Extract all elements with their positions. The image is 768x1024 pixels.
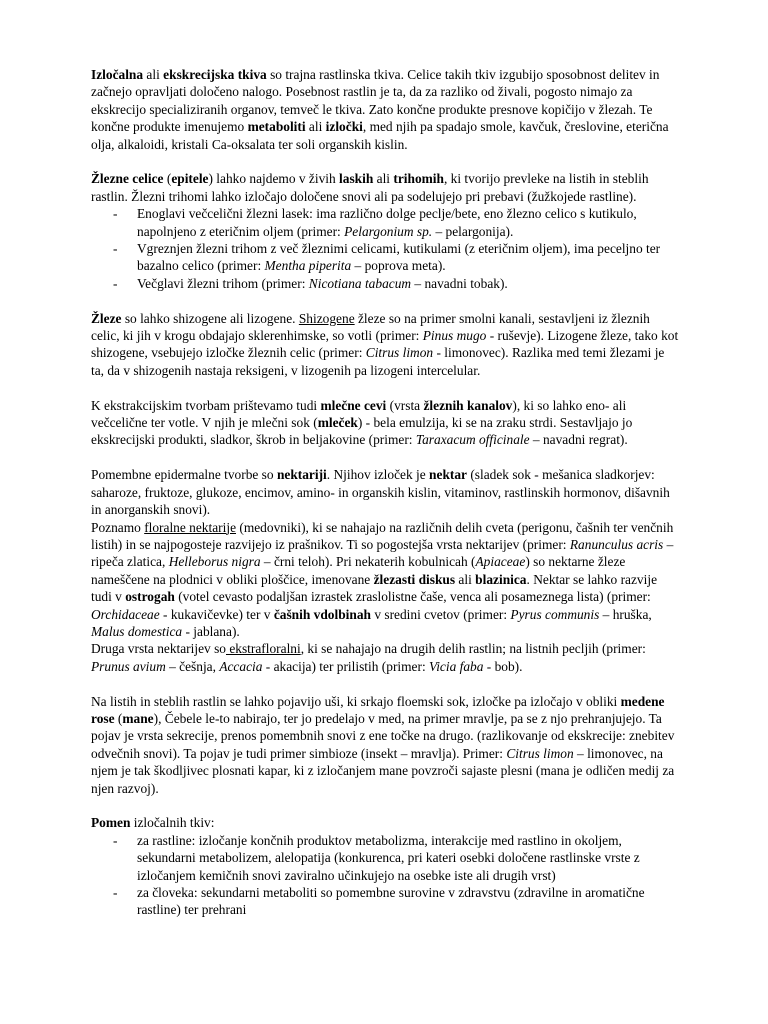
text-run: za človeka: sekundarni metaboliti so pomembne surovine v zdravstvu (zdravilne in aromatične rastline) ter prehrani bbox=[137, 885, 645, 918]
text-run: Na listih in steblih rastlin se lahko pojavijo uši, ki srkajo floemski sok, izločke pa izločajo v obliki bbox=[91, 693, 621, 709]
paragraph-floral-nectaries bbox=[91, 519, 679, 641]
document-body bbox=[91, 66, 679, 919]
species-name: Malus domestica bbox=[91, 623, 183, 639]
term-laskih: laskih bbox=[339, 171, 374, 187]
term-metaboliti: metaboliti bbox=[247, 119, 306, 135]
text-run: (sladek sok - mešanica sladkorjev: saharoze, fruktoze, glukoze, encimov, amino- in organskih kislin, vitaminov, rastlinskih hormonov, dišavnih in anorganskih snovi). bbox=[91, 467, 670, 518]
text-run: ( bbox=[163, 171, 172, 187]
list-item bbox=[91, 832, 679, 884]
species-name: Ranunculus acris bbox=[569, 536, 664, 552]
text-run: , ki se nahajajo na drugih delih rastlin; na listnih pecljih (primer: bbox=[300, 641, 646, 657]
text-run: – češnja, bbox=[165, 658, 220, 674]
species-name: Pelargonium sp. bbox=[344, 223, 433, 239]
term-mane: mane bbox=[122, 710, 154, 726]
term-zlezasti-diskus: žlezasti diskus bbox=[373, 571, 456, 587]
term-pomen: Pomen bbox=[91, 815, 131, 831]
text-run: . Njihov izloček je bbox=[326, 467, 430, 483]
paragraph-spacer bbox=[91, 675, 679, 692]
paragraph-glands bbox=[91, 310, 679, 380]
text-run: K ekstrakcijskim tvorbam prištevamo tudi bbox=[91, 397, 321, 413]
term-floralne-nektarije: floralne nektarije bbox=[144, 519, 237, 535]
species-name: Vicia faba bbox=[429, 658, 484, 674]
term-blazinica: blazinica bbox=[475, 571, 527, 587]
text-run: – pelargonija). bbox=[432, 223, 514, 239]
trichome-types-list bbox=[91, 205, 679, 292]
term-mlecek: mleček bbox=[317, 415, 358, 431]
text-run: – ripeča zlatica, bbox=[91, 536, 674, 570]
species-name: Helleborus nigra bbox=[168, 554, 261, 570]
paragraph-extrafloral-nectaries bbox=[91, 640, 679, 675]
text-run: ali bbox=[305, 119, 326, 135]
text-run: ) - bela emulzija, ki se na zraku strdi. Sestavljajo jo ekskrecijski produkti, sladkor, škrob in beljakovine (primer: bbox=[91, 415, 633, 448]
term-nektariji: nektariji bbox=[276, 467, 327, 483]
text-run: , med njih pa spadajo smole, kavčuk, čreslovine, eterična olja, alkaloidi, kristali Ca-oksalata ter soli organskih kislin. bbox=[91, 119, 669, 152]
text-run: (votel cevasto podaljšan izrastek zraslolistne čaše, venca ali posameznega lista) (primer: bbox=[174, 589, 651, 605]
text-run: – limonovec, na njem je tak škodljivec plosnati kapar, ki z izločanjem mane povzroči sajaste plesni (mana je odličen medij za njen razvoj). bbox=[91, 745, 675, 796]
text-run: ) lahko najdemo v živih bbox=[208, 171, 340, 187]
text-run: ), Čebele le-to nabirajo, ter jo predelajo v med, na primer mravlje, pa se z njo prehranjujejo. Ta pojav je vrsta sekrecije, prenos pomembnih snovi z ene točke na drugo. (razlikovanje od ekskrecije: znebitev odvečnih snovi). Ta pojav je tudi primer simbioze (insekt – mravlja). Primer: bbox=[91, 710, 675, 761]
term-zleze: Žleze bbox=[91, 310, 122, 326]
text-run: ( bbox=[114, 710, 123, 726]
text-run: – hruška, bbox=[599, 606, 652, 622]
text-run: žleze so na primer smolni kanali, sestavljeni iz žleznih celic, ki jih v krogu obdajajo sklerenhimske, so votli (primer: bbox=[91, 310, 650, 344]
term-medene-rose: medene rose bbox=[91, 693, 665, 726]
species-name: Mentha piperita bbox=[264, 258, 352, 274]
list-item bbox=[91, 275, 679, 292]
term-epitele: epitele bbox=[171, 171, 209, 187]
species-name: Pyrus communis bbox=[510, 606, 600, 622]
text-run: ali bbox=[455, 571, 476, 587]
term-ostrogah: ostrogah bbox=[125, 589, 175, 605]
paragraph-excretory-tissues bbox=[91, 66, 679, 153]
text-run: – navadni regrat). bbox=[529, 432, 628, 448]
text-run: so trajna rastlinska tkiva. Celice takih tkiv izgubijo sposobnost delitev in začnejo opravljati določeno nalogo. Posebnost rastlin je ta, da za razliko od živali, pogosto nimajo za ekskrecijo specializiranih organov, temveč le tkiva. Zato končne produkte presnove kopičijo v žlezah. Te končne produkte imenujemo bbox=[91, 67, 660, 135]
text-run: - kukavičevke) ter v bbox=[159, 606, 274, 622]
species-name: Pinus mugo bbox=[422, 328, 487, 344]
term-mlecne-cevi: mlečne cevi bbox=[320, 397, 387, 413]
text-run: - limonovec). Razlika med temi žlezami je ta, da v shizogenih nastaja reksigeni, v lizogenih pa lizogeni intercelular. bbox=[91, 345, 665, 378]
term-ekstrafloralni: ekstrafloralni bbox=[225, 641, 301, 657]
list-item bbox=[91, 884, 679, 919]
text-run: (medovniki), ki se nahajajo na različnih delih cveta (perigonu, čašnih ter venčnih listih) in se najpogosteje razvijejo iz prašnikov. Ti so pogostejša vrsta nektarijev (primer: bbox=[91, 519, 674, 552]
term-zleznih-kanalov: žleznih kanalov bbox=[423, 397, 513, 413]
species-name: Citrus limon bbox=[506, 745, 574, 761]
paragraph-spacer bbox=[91, 797, 679, 814]
list-item bbox=[91, 205, 679, 240]
paragraph-nectaries bbox=[91, 466, 679, 518]
list-dash: - bbox=[113, 241, 118, 257]
text-run: Vgreznjen žlezni trihom z več žleznimi celicami, kutikulami (z eteričnim oljem), ima peceljno ter bazalno celico (primer: bbox=[137, 241, 661, 274]
list-item bbox=[91, 240, 679, 275]
text-run: Pomembne epidermalne tvorbe so bbox=[91, 467, 277, 483]
species-name: Nicotiana tabacum bbox=[308, 275, 412, 291]
paragraph-gland-cells bbox=[91, 170, 679, 205]
text-run: , ki tvorijo prevleke na listih in steblih rastlin. Žlezni trihomi lahko izločajo določene snovi ali pa sodelujejo pri prebavi (žužkojede rastline). bbox=[91, 171, 649, 204]
text-run: - jablana). bbox=[182, 623, 240, 639]
text-run: – poprova meta). bbox=[351, 258, 446, 274]
text-run: ) so nektarne žleze nameščene na plodnici v obliki ploščice, imenovane bbox=[91, 554, 626, 587]
text-run: za rastline: izločanje končnih produktov metabolizma, interakcije med rastlino in okoljem, sekundarni metabolizem, alelopatija (konkurenca, pri kateri osebki določene rastlinske vrste z izločanjem kemičnih snovi zaviralno učinkujejo na osebke iste ali drugih vrst) bbox=[137, 832, 640, 883]
paragraph-importance bbox=[91, 814, 679, 831]
term-izlocki: izločki bbox=[325, 119, 363, 135]
text-run: – črni teloh). Pri nekaterih kobulnicah ( bbox=[260, 554, 476, 570]
term-shizogene: Shizogene bbox=[298, 310, 355, 326]
list-dash: - bbox=[113, 885, 118, 900]
species-name: Orchidaceae bbox=[91, 606, 160, 622]
text-run: – navadni tobak). bbox=[411, 275, 508, 291]
text-run: ), ki so lahko eno- ali večcelične ter votle. V njih je mlečni sok ( bbox=[91, 397, 627, 431]
list-dash: - bbox=[113, 206, 118, 222]
species-name: Citrus limon bbox=[365, 345, 434, 361]
text-run: - akacija) ter prilistih (primer: bbox=[262, 658, 430, 674]
text-run: . Nektar se lahko razvije tudi v bbox=[91, 571, 658, 605]
list-dash: - bbox=[113, 275, 118, 291]
paragraph-latex-ducts bbox=[91, 397, 679, 449]
list-dash: - bbox=[113, 832, 118, 848]
text-run: izločalnih tkiv: bbox=[130, 815, 215, 831]
text-run: Druga vrsta nektarijev so bbox=[91, 641, 226, 657]
text-run: so lahko shizogene ali lizogene. bbox=[121, 310, 299, 326]
term-izlocalna: Izločalna bbox=[91, 67, 144, 82]
paragraph-honeydew bbox=[91, 693, 679, 797]
text-run: - bob). bbox=[483, 658, 523, 674]
text-run: Poznamo bbox=[91, 519, 145, 535]
text-run: Enoglavi večcelični žlezni lasek: ima različno dolge peclje/bete, eno žlezno celico s kutikulo, napolnjeno z eteričnim oljem (primer: bbox=[137, 206, 637, 239]
term-ekskrecijska-tkiva: ekskrecijska tkiva bbox=[163, 67, 267, 82]
term-zlezne-celice: Žlezne celice bbox=[91, 171, 164, 187]
species-name: Prunus avium bbox=[91, 658, 166, 674]
paragraph-spacer bbox=[91, 449, 679, 466]
paragraph-spacer bbox=[91, 379, 679, 396]
term-casnih-vdolbinah: čašnih vdolbinah bbox=[273, 606, 371, 622]
species-name: Taraxacum officinale bbox=[415, 432, 530, 448]
text-run: - ruševje). Lizogene žleze, tako kot shizogene, vsebujejo izločke žleznih celic (primer: bbox=[91, 328, 679, 361]
term-trihomih: trihomih bbox=[393, 171, 444, 187]
paragraph-spacer bbox=[91, 153, 679, 170]
species-name: Accacia bbox=[219, 658, 263, 674]
text-run: (vrsta bbox=[386, 397, 424, 413]
text-run: ali bbox=[373, 171, 394, 187]
text-run: v sredini cvetov (primer: bbox=[370, 606, 511, 622]
text-run: Večglavi žlezni trihom (primer: bbox=[137, 275, 309, 291]
term-nektar: nektar bbox=[429, 467, 467, 483]
paragraph-spacer bbox=[91, 292, 679, 309]
text-run: ali bbox=[143, 67, 164, 82]
species-name: Apiaceae bbox=[475, 554, 526, 570]
importance-list bbox=[91, 832, 679, 919]
